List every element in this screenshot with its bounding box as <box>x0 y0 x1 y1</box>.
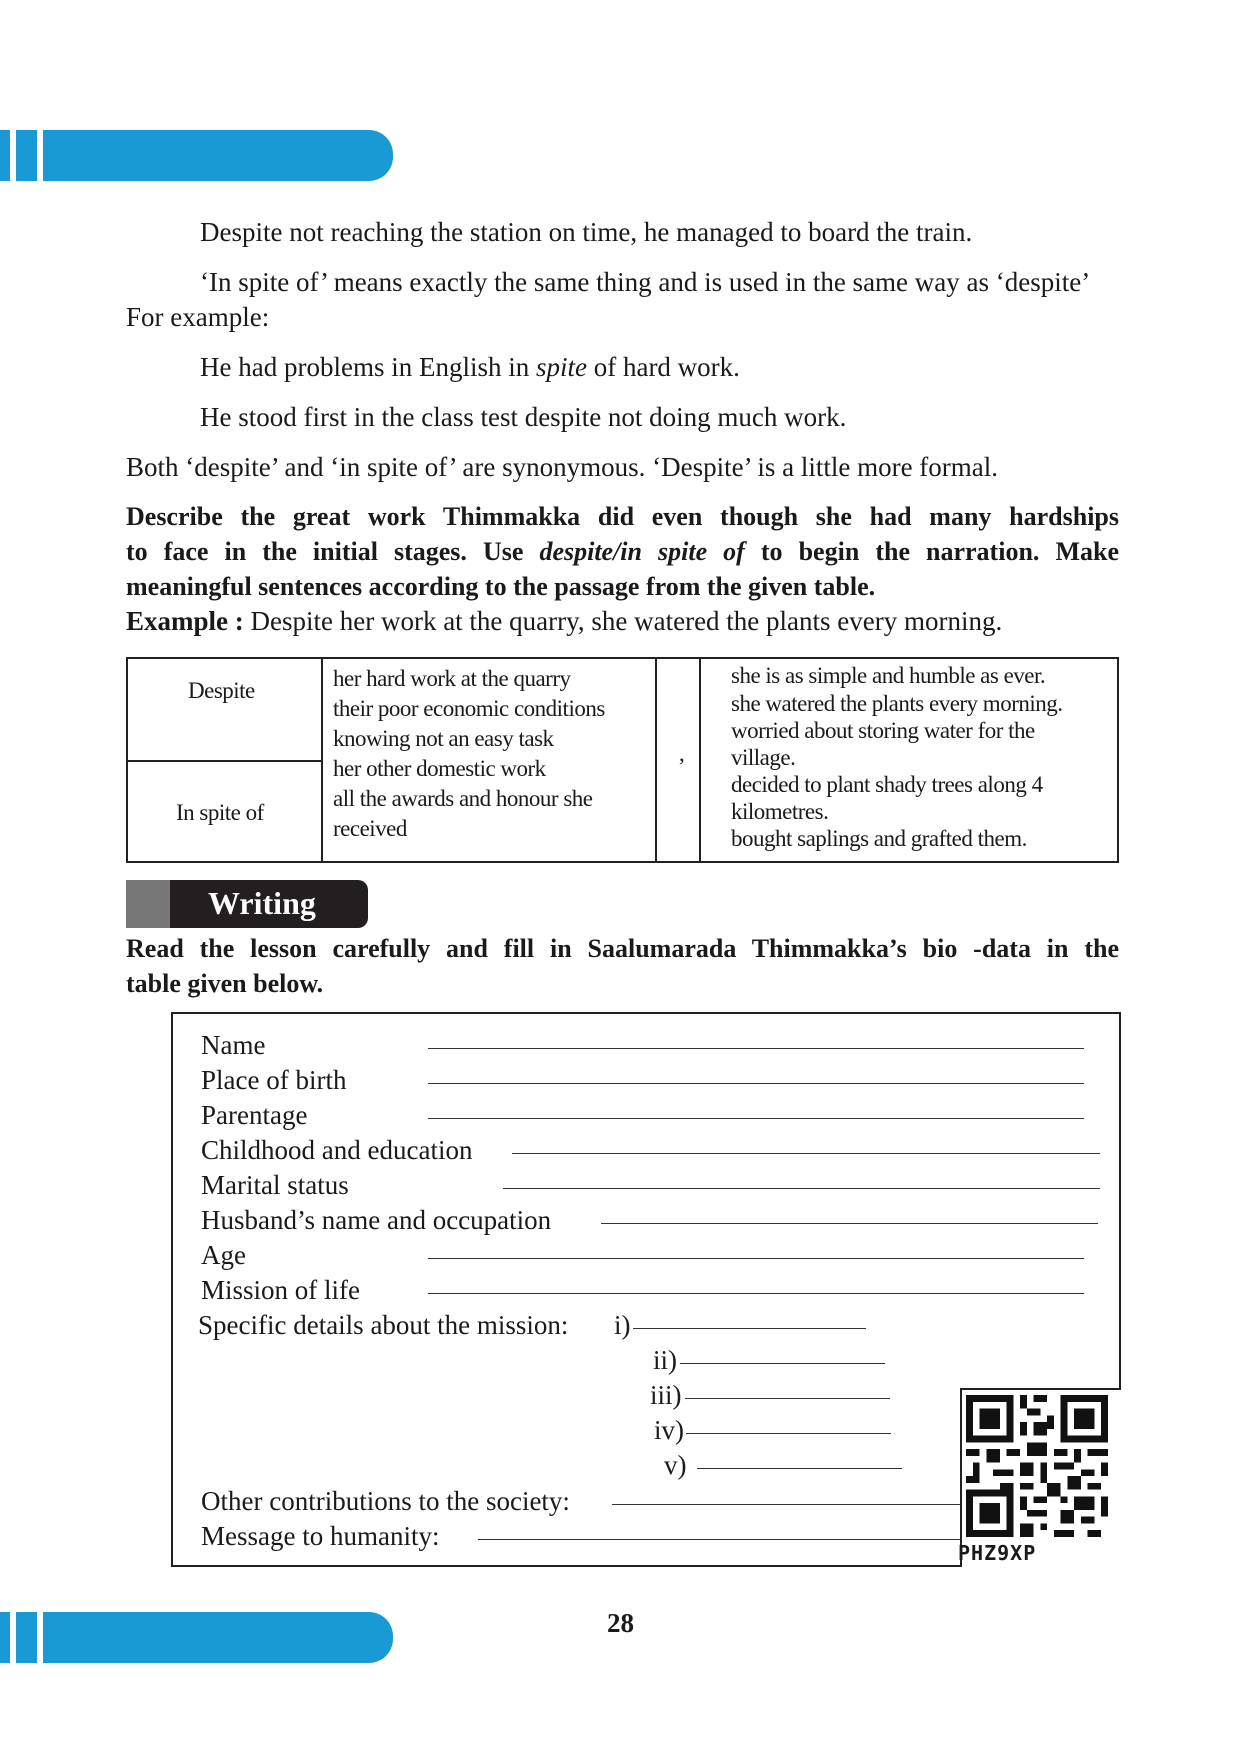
field-husband-blank[interactable] <box>601 1223 1098 1224</box>
field-mission-details: Specific details about the mission: <box>198 1310 569 1340</box>
field-age: Age <box>201 1240 246 1270</box>
mission-item-4-blank[interactable] <box>686 1433 891 1434</box>
in-spite-of-explanation: ‘In spite of’ means exactly the same thing and is used in the same way as ‘despite’ <box>200 267 1091 297</box>
mission-item-4: iv) <box>654 1415 684 1445</box>
for-example-label: For example: <box>126 302 270 332</box>
mission-item-2-blank[interactable] <box>680 1363 885 1364</box>
example-line: Example : Despite her work at the quarry, she watered the plants every morning. <box>126 606 1003 636</box>
table-clause-5: all the awards and honour she <box>333 786 593 811</box>
field-husband-name-occupation: Husband’s name and occupation <box>201 1205 552 1235</box>
table-result-4: decided to plant shady trees along 4 <box>731 772 1043 797</box>
sentence-building-table <box>126 657 1119 863</box>
table-result-3-cont: village. <box>731 745 796 770</box>
writing-section-tab <box>126 880 368 928</box>
field-name: Name <box>201 1030 266 1060</box>
field-parentage: Parentage <box>201 1100 308 1130</box>
field-childhood-education: Childhood and education <box>201 1135 473 1165</box>
table-result-2: she watered the plants every morning. <box>731 691 1063 716</box>
writing-heading: Writing <box>208 885 316 921</box>
intro-sentence: Despite not reaching the station on time, he managed to board the train. <box>200 217 973 247</box>
field-place-of-birth: Place of birth <box>201 1065 347 1095</box>
table-clause-3: knowing not an easy task <box>333 726 554 751</box>
table-in-spite-of-cell: In spite of <box>176 800 264 825</box>
field-parentage-blank[interactable] <box>428 1118 1084 1119</box>
page-number: 28 <box>607 1608 634 1638</box>
table-result-4-cont: kilometres. <box>731 799 829 824</box>
mission-item-1-blank[interactable] <box>633 1328 866 1329</box>
table-clause-2: their poor economic conditions <box>333 696 605 721</box>
example-sentence-2: He stood first in the class test despite not doing much work. <box>200 402 847 432</box>
field-mission-blank[interactable] <box>428 1293 1084 1294</box>
field-other-contributions-blank[interactable] <box>612 1504 960 1505</box>
field-marital-status: Marital status <box>201 1170 349 1200</box>
field-message-to-humanity: Message to humanity: <box>201 1521 440 1551</box>
table-clause-4: her other domestic work <box>333 756 546 781</box>
field-name-blank[interactable] <box>428 1048 1084 1049</box>
table-result-1: she is as simple and humble as ever. <box>731 663 1046 688</box>
field-place-of-birth-blank[interactable] <box>428 1083 1084 1084</box>
field-childhood-education-blank[interactable] <box>512 1153 1100 1154</box>
qr-code-label: PHZ9XP <box>958 1541 1037 1565</box>
field-mission-of-life: Mission of life <box>201 1275 360 1305</box>
mission-item-5-blank[interactable] <box>697 1468 902 1469</box>
table-result-3: worried about storing water for the <box>731 718 1035 743</box>
field-age-blank[interactable] <box>428 1258 1084 1259</box>
table-comma: , <box>679 741 685 766</box>
mission-item-5: v) <box>664 1450 687 1480</box>
field-marital-status-blank[interactable] <box>503 1188 1100 1189</box>
field-message-blank[interactable] <box>478 1539 960 1540</box>
field-other-contributions: Other contributions to the society: <box>201 1486 570 1516</box>
mission-item-3: iii) <box>650 1380 682 1410</box>
table-despite-cell: Despite <box>188 678 255 703</box>
task-instruction: Describe the great work Thimmakka did even though she had many hardships to face in the initial stages. Use despite/in spite of to begin the narration. Make meaningful sentences according to the passage from the given table. <box>126 502 1119 601</box>
mission-item-1: i) <box>614 1310 631 1340</box>
mission-item-3-blank[interactable] <box>685 1398 890 1399</box>
example-sentence-1: He had problems in English in spite of hard work. <box>200 352 740 382</box>
synonym-note: Both ‘despite’ and ‘in spite of’ are synonymous. ‘Despite’ is a little more formal. <box>126 452 999 482</box>
table-clause-1: her hard work at the quarry <box>333 666 571 691</box>
table-clause-5-cont: received <box>333 816 407 841</box>
qr-code-icon <box>966 1395 1108 1537</box>
mission-item-2: ii) <box>653 1345 677 1375</box>
table-result-5: bought saplings and grafted them. <box>731 826 1027 851</box>
writing-instruction: Read the lesson carefully and fill in Saalumarada Thimmakka’s bio -data in the table given below. <box>126 934 1119 998</box>
